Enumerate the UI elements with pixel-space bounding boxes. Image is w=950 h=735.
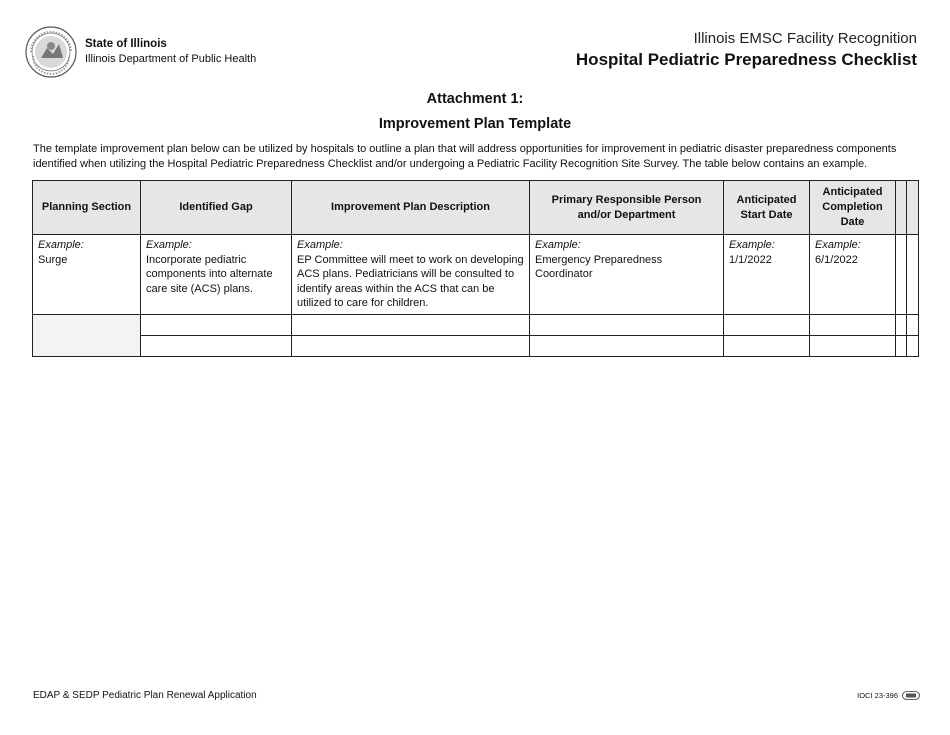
example-label: Example: (535, 239, 581, 251)
cell-text: Surge (38, 253, 68, 266)
blank-start-date[interactable] (724, 314, 810, 335)
example-label: Example: (815, 239, 861, 251)
col-identified-gap: Identified Gap (141, 181, 292, 235)
col-completion-date: Anticipated Completion Date (810, 181, 896, 235)
blank-row (33, 314, 919, 335)
agency-logo-block (25, 26, 256, 78)
table-header-row (33, 181, 919, 235)
improvement-plan-table (32, 180, 919, 357)
col-spacer-2 (907, 181, 919, 235)
cell-text: 6/1/2022 (815, 253, 858, 266)
cell-text: EP Committee will meet to work on developing ACS plans. Pediatricians will be consulted to identify areas within the ACS that can be utilized to care for children. (297, 253, 524, 309)
footer-title: EDAP & SEDP Pediatric Plan Renewal Application (33, 690, 257, 701)
col-description: Improvement Plan Description (292, 181, 530, 235)
blank-planning-section[interactable] (33, 314, 141, 356)
spacer-cell (896, 235, 907, 315)
footer-code: IOCI 23-396 (857, 691, 898, 700)
blank-responsible[interactable] (530, 335, 724, 356)
blank-identified-gap[interactable] (141, 314, 292, 335)
col-planning-section: Planning Section (33, 181, 141, 235)
spacer-cell (896, 314, 907, 335)
agency-department: Illinois Department of Public Health (85, 53, 257, 65)
col-spacer-1 (896, 181, 907, 235)
cell-text: Incorporate pediatric components into alternate care site (ACS) plans. (146, 253, 273, 295)
state-seal-icon (25, 26, 77, 78)
attachment-name: Improvement Plan Template (378, 116, 572, 132)
example-label: Example: (38, 239, 84, 251)
example-label: Example: (297, 239, 343, 251)
example-row (33, 235, 919, 315)
blank-identified-gap[interactable] (141, 335, 292, 356)
blank-description[interactable] (292, 314, 530, 335)
example-completion-date (810, 235, 896, 315)
union-bug-icon (902, 691, 920, 700)
document-title: Hospital Pediatric Preparedness Checklist (575, 50, 917, 69)
example-start-date (724, 235, 810, 315)
attachment-number: Attachment 1: (426, 91, 524, 107)
footer-code-block (857, 691, 920, 700)
example-description (292, 235, 530, 315)
example-planning-section (33, 235, 141, 315)
blank-description[interactable] (292, 335, 530, 356)
intro-paragraph: The template improvement plan below can be utilized by hospitals to outline a plan that will address opportunities for improvement in pediatric disaster preparedness components identified when utilizing the Hospital Pediatric Preparedness Checklist and/or undergoing a Pediatric Facility Recognition Site Survey. The table below contains an example. (33, 143, 897, 170)
cell-text: Emergency Preparedness Coordinator (535, 253, 663, 280)
spacer-cell (907, 235, 919, 315)
blank-start-date[interactable] (724, 335, 810, 356)
spacer-cell (907, 314, 919, 335)
col-responsible: Primary Responsible Person and/or Department (530, 181, 724, 235)
blank-row (33, 335, 919, 356)
blank-responsible[interactable] (530, 314, 724, 335)
spacer-cell (896, 335, 907, 356)
col-start-date: Anticipated Start Date (724, 181, 810, 235)
blank-completion-date[interactable] (810, 314, 896, 335)
blank-completion-date[interactable] (810, 335, 896, 356)
example-label: Example: (146, 239, 192, 251)
agency-state: State of Illinois (85, 38, 167, 50)
example-responsible (530, 235, 724, 315)
document-header (576, 30, 917, 70)
cell-text: 1/1/2022 (729, 253, 772, 266)
example-label: Example: (729, 239, 775, 251)
program-name: Illinois EMSC Facility Recognition (693, 30, 917, 47)
spacer-cell (907, 335, 919, 356)
example-identified-gap (141, 235, 292, 315)
